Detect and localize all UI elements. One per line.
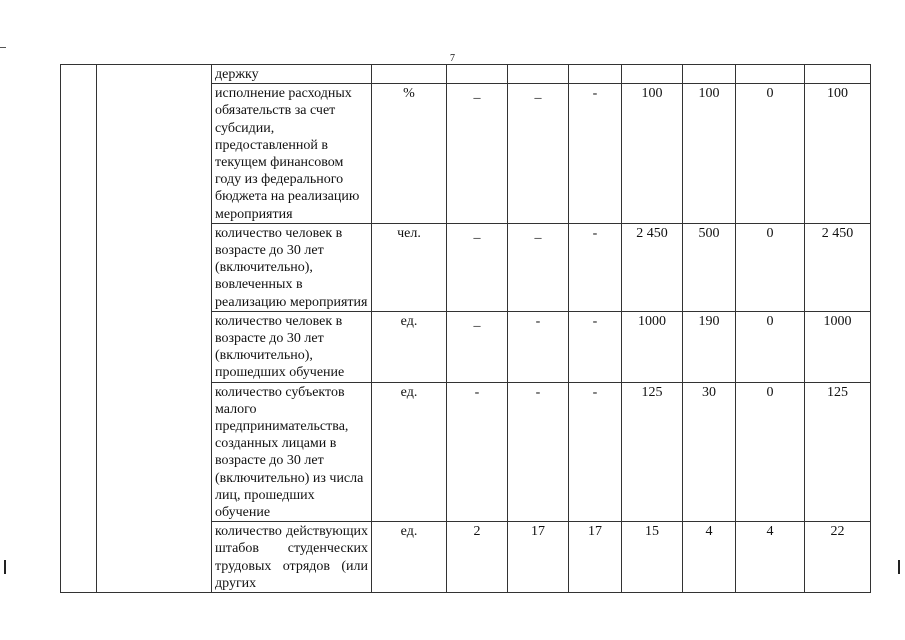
value-cell: _ [447, 223, 508, 311]
value-cell: 100 [805, 84, 871, 224]
value-cell: 2 450 [805, 223, 871, 311]
value-cell: _ [508, 223, 569, 311]
value-cell: 4 [683, 522, 736, 593]
unit-cell: % [372, 84, 447, 224]
value-cell: - [569, 311, 622, 382]
value-cell: - [569, 84, 622, 224]
value-cell: 190 [683, 311, 736, 382]
value-cell: 0 [736, 84, 805, 224]
table-row [61, 65, 871, 84]
indicator-name: исполнение расходных обязательств за счет субсидии, предоставленной в текущем финансовом году из федерального бюджета на реализацию мероприятия [212, 84, 372, 224]
scan-margin-tick [0, 47, 6, 48]
value-cell: 125 [622, 382, 683, 522]
value-cell: _ [447, 84, 508, 224]
value-cell: 15 [622, 522, 683, 593]
value-cell [683, 65, 736, 84]
scan-margin-mark-left [4, 560, 6, 574]
value-cell [622, 65, 683, 84]
indicator-name: количество субъектов малого предпринимательства, созданных лицами в возрасте до 30 лет (включительно) из числа лиц, прошедших обучение [212, 382, 372, 522]
value-cell: _ [508, 84, 569, 224]
value-cell: 2 450 [622, 223, 683, 311]
value-cell: _ [447, 311, 508, 382]
value-cell: 500 [683, 223, 736, 311]
value-cell [736, 65, 805, 84]
unit-cell: ед. [372, 522, 447, 593]
empty-cell-col2 [97, 65, 212, 593]
value-cell: - [569, 223, 622, 311]
value-cell: 0 [736, 311, 805, 382]
value-cell: - [508, 311, 569, 382]
unit-cell [372, 65, 447, 84]
value-cell: - [447, 382, 508, 522]
value-cell: 17 [508, 522, 569, 593]
value-cell: 100 [622, 84, 683, 224]
value-cell: 1000 [805, 311, 871, 382]
value-cell: 17 [569, 522, 622, 593]
unit-cell: чел. [372, 223, 447, 311]
value-cell [569, 65, 622, 84]
value-cell: 1000 [622, 311, 683, 382]
value-cell: 0 [736, 382, 805, 522]
page-number: 7 [450, 53, 455, 64]
indicators-table [60, 64, 871, 593]
value-cell: 2 [447, 522, 508, 593]
value-cell: 30 [683, 382, 736, 522]
unit-cell: ед. [372, 382, 447, 522]
indicator-name: количество действующих штабов студенческих трудовых отрядов (или других [212, 522, 372, 593]
value-cell [508, 65, 569, 84]
indicator-name: количество человек в возрасте до 30 лет (включительно), вовлеченных в реализацию мероприятия [212, 223, 372, 311]
value-cell: 0 [736, 223, 805, 311]
value-cell: 125 [805, 382, 871, 522]
scan-margin-mark-right [898, 560, 900, 574]
value-cell [447, 65, 508, 84]
unit-cell: ед. [372, 311, 447, 382]
value-cell: 22 [805, 522, 871, 593]
empty-cell-col1 [61, 65, 97, 593]
indicator-name: количество человек в возрасте до 30 лет (включительно), прошедших обучение [212, 311, 372, 382]
value-cell: - [508, 382, 569, 522]
value-cell: 100 [683, 84, 736, 224]
value-cell: 4 [736, 522, 805, 593]
value-cell [805, 65, 871, 84]
value-cell: - [569, 382, 622, 522]
indicator-name: держку [212, 65, 372, 84]
